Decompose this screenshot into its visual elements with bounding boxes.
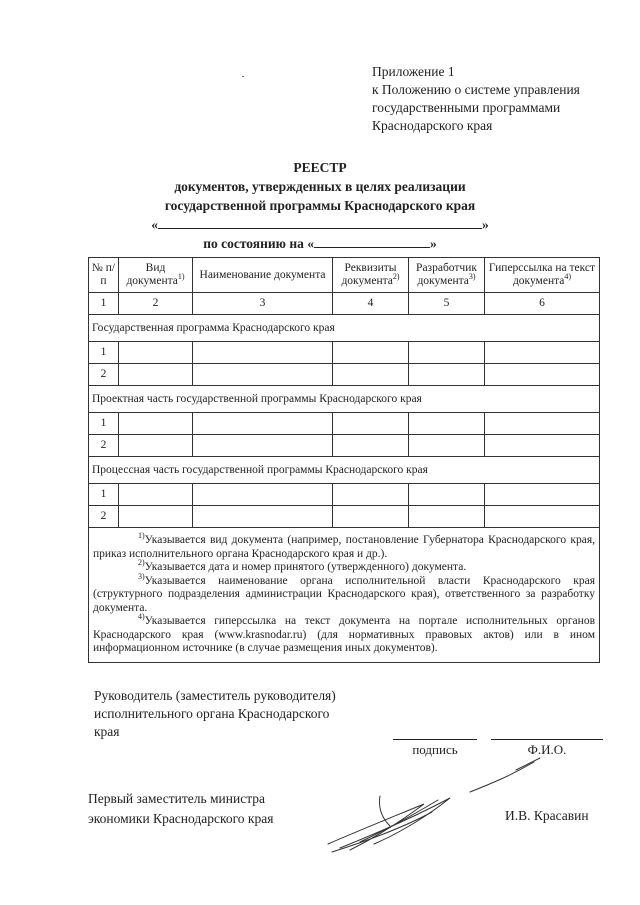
title-line: государственной программы Краснодарского края bbox=[164, 198, 476, 213]
title-line: документов, утвержденных в целях реализации bbox=[174, 179, 466, 194]
footnote: $^{1)}$Указывается вид документа (например, постановление Губернатора Краснодарского края, приказ исполнительного органа Краснодарского края и др.). bbox=[93, 531, 595, 560]
footnote: $^{3)}$Указывается наименование органа исполнительной власти Краснодарского края (структурного подразделения администрации Краснодарского края), ответственного за разработку документа. bbox=[93, 571, 595, 614]
fio-field: Ф.И.О. bbox=[491, 739, 603, 758]
row-number: 1 bbox=[89, 413, 119, 435]
row-number: 2 bbox=[89, 506, 119, 528]
table-row bbox=[89, 506, 600, 528]
header-num: № п/п bbox=[89, 258, 119, 293]
head-title-line: исполнительного органа Краснодарского bbox=[94, 706, 330, 721]
appendix-line: государственными программами bbox=[372, 100, 561, 115]
header-name: Наименование документа bbox=[193, 258, 333, 293]
column-index: 2 bbox=[119, 293, 193, 315]
head-signature-block bbox=[94, 687, 336, 741]
row-number: 1 bbox=[89, 484, 119, 506]
header-link: Гиперссылка на текст документа$^{4)}$ bbox=[485, 258, 600, 293]
row-number: 2 bbox=[89, 435, 119, 457]
appendix-line: к Положению о системе управления bbox=[372, 82, 580, 97]
handwritten-signature bbox=[320, 752, 550, 862]
section-row bbox=[89, 315, 600, 342]
table-row bbox=[89, 484, 600, 506]
official-block bbox=[88, 789, 273, 829]
column-index-row bbox=[89, 293, 600, 315]
official-title-line: Первый заместитель министра bbox=[88, 791, 266, 806]
table-row bbox=[89, 342, 600, 364]
appendix-line: Приложение 1 bbox=[372, 64, 455, 79]
row-number: 1 bbox=[89, 342, 119, 364]
table-row bbox=[89, 413, 600, 435]
column-index: 5 bbox=[409, 293, 485, 315]
head-title-line: края bbox=[94, 724, 120, 739]
table-header-row bbox=[89, 258, 600, 293]
official-name: И.В. Красавин bbox=[505, 808, 589, 823]
header-requisites: Реквизиты документа$^{2)}$ bbox=[333, 258, 409, 293]
header-developer: Разработчик документа$^{3)}$ bbox=[409, 258, 485, 293]
section-title: Проектная часть государственной программы Краснодарского края bbox=[89, 386, 600, 413]
header-kind: Вид документа$^{1)}$ bbox=[119, 258, 193, 293]
state-date-line: по состоянию на « » bbox=[203, 236, 437, 251]
signature-field: подпись bbox=[393, 739, 477, 758]
footnote: $^{4)}$Указывается гиперссылка на текст документа на портале исполнительных органов Краснодарского края (www.krasnodar.ru) (для нормативных правовых актов) или в ином информационном источнике (в случае размещения иных документов). bbox=[93, 612, 595, 654]
column-index: 1 bbox=[89, 293, 119, 315]
official-title-line: экономики Краснодарского края bbox=[88, 811, 274, 826]
section-row bbox=[89, 457, 600, 484]
column-index: 6 bbox=[485, 293, 600, 315]
section-row bbox=[89, 386, 600, 413]
scan-speck bbox=[242, 76, 244, 77]
column-index: 4 bbox=[333, 293, 409, 315]
registry-table bbox=[88, 257, 600, 663]
table-row bbox=[89, 364, 600, 386]
appendix-line: Краснодарского края bbox=[372, 118, 493, 133]
document-title bbox=[0, 158, 640, 253]
column-index: 3 bbox=[193, 293, 333, 315]
section-title: Государственная программа Краснодарского края bbox=[89, 315, 600, 342]
notes-row bbox=[89, 528, 600, 663]
footnotes bbox=[89, 528, 600, 663]
table-row bbox=[89, 435, 600, 457]
appendix-note bbox=[372, 63, 580, 135]
footnote: $^{2)}$Указывается дата и номер принятого (утвержденного) документа. bbox=[138, 558, 467, 573]
section-title: Процессная часть государственной программы Краснодарского края bbox=[89, 457, 600, 484]
row-number: 2 bbox=[89, 364, 119, 386]
head-title-line: Руководитель (заместитель руководителя) bbox=[94, 688, 336, 703]
title-heading: РЕЕСТР bbox=[293, 160, 347, 175]
program-name-blank: « » bbox=[151, 217, 489, 232]
